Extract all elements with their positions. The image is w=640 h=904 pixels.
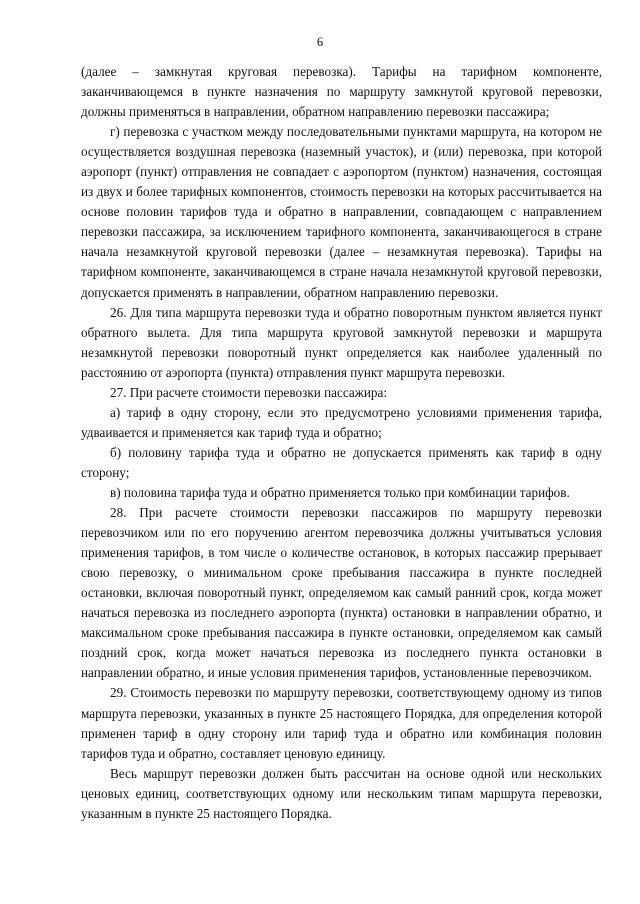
page-number: 6: [316, 35, 324, 49]
paragraph-route-summary: Весь маршрут перевозки должен быть рассчитан на основе одной или нескольких ценовых единиц, соответствующих одному или нескольким типам маршрута перевозки, указанным в пункте 25 настоящего Порядка.: [81, 765, 602, 821]
paragraph-28: 28. При расчете стоимости перевозки пассажиров по маршруту перевозки перевозчиком или по его поручению агентом перевозчика должны учитываться условия применения тарифов, в том числе о количестве остановок, в которых пассажир прерывает свою перевозку, о минимальном сроке пребывания пассажира в пункте последней остановки, включая поворотный пункт, определяемом как самый ранний срок, когда может начаться перевозка из последнего аэропорта (пункта) остановки в направлении обратно, и максимальном сроке пребывания пассажира в пункте остановки, определяемом как самый поздний срок, когда может начаться перевозка из последнего пункта остановки в направлении обратно, и иные условия применения тарифов, установленные перевозчиком.: [81, 505, 602, 681]
paragraph-item-g: г) перевозка с участком между последовательными пунктами маршрута, на котором не осуществляется воздушная перевозка (наземный участок), и (или) перевозка, при которой аэропорт (пункт) отправления не совпадает с аэропортом (пунктом) назначения, состоящая из двух и более тарифных компонентов, стоимость перевозки на которых рассчитывается на основе половин тарифов туда и обратно в направлении, совпадающем с направлением перевозки пассажира, за исключением тарифного компонента, заканчивающегося в стране начала незамкнутой круговой перевозки (далее – незамкнутая перевозка). Тарифы на тарифном компоненте, заканчивающемся в стране начала незамкнутой круговой перевозки, допускается применять в направлении, обратном направлению перевозки.: [81, 124, 602, 300]
document-body: [81, 62, 602, 824]
paragraph-29: 29. Стоимость перевозки по маршруту перевозки, соответствующему одному из типов маршрута перевозки, указанных в пункте 25 настоящего Порядка, для определения которой применен тариф в одну сторону или тариф туда и обратно или комбинация половин тарифов туда и обратно, составляет ценовую единицу.: [81, 685, 602, 761]
paragraph-27-v: в) половина тарифа туда и обратно применяется только при комбинации тарифов.: [110, 484, 570, 500]
paragraph-26: 26. Для типа маршрута перевозки туда и обратно поворотным пунктом является пункт обратного вылета. Для типа маршрута круговой замкнутой перевозки и маршрута незамкнутой перевозки поворотный пункт определяется как наиболее удаленный по расстоянию от аэропорта (пункта) отправления пункт маршрута перевозки.: [81, 304, 602, 380]
paragraph-27-a: а) тариф в одну сторону, если это предусмотрено условиями применения тарифа, удваивается и применяется как тариф туда и обратно;: [81, 404, 602, 440]
paragraph-continuation: (далее – замкнутая круговая перевозка). Тарифы на тарифном компоненте, заканчивающемся в пункте назначения по маршруту замкнутой круговой перевозки, должны применяться в направлении, обратном направлению перевозки пассажира;: [81, 64, 602, 120]
paragraph-27-b: б) половину тарифа туда и обратно не допускается применять как тариф в одну сторону;: [81, 444, 602, 480]
paragraph-27: 27. При расчете стоимости перевозки пассажира:: [110, 384, 387, 400]
